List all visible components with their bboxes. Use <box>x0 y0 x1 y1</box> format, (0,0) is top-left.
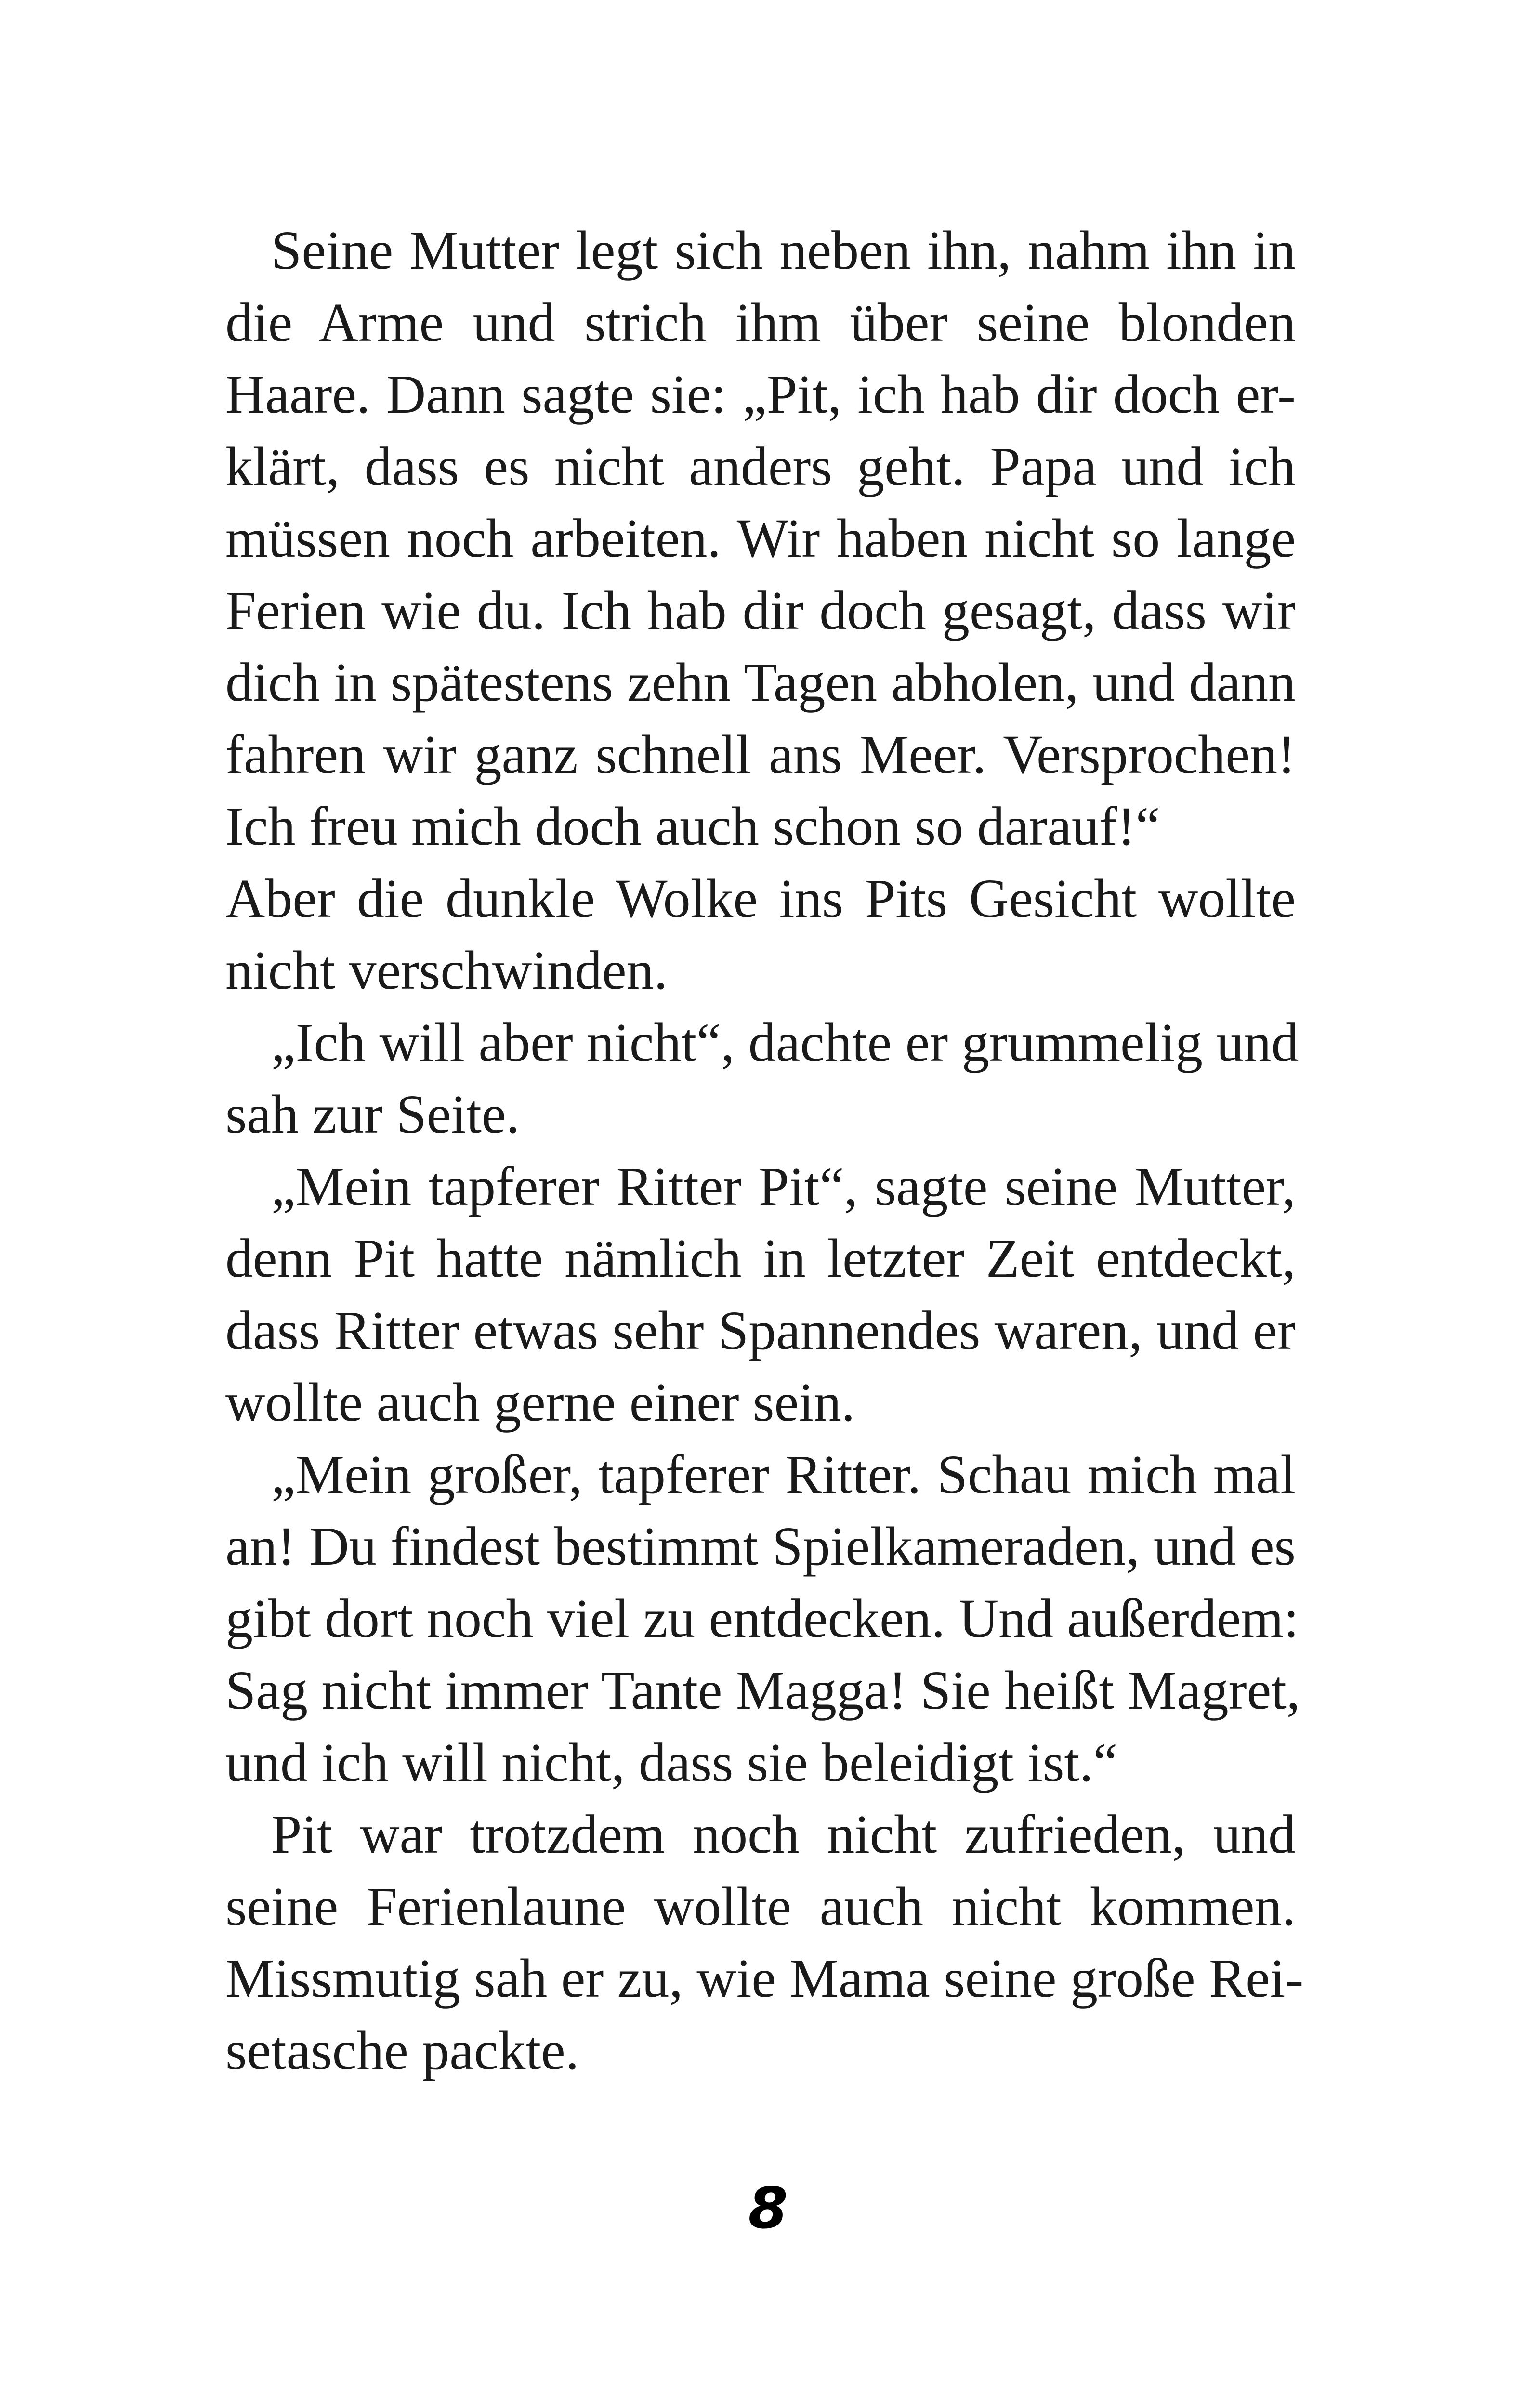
text-line: Missmutig sah er zu, wie Mama seine große Rei- <box>225 1948 1304 2009</box>
text-line: Haare. Dann sagte sie: „Pit, ich hab dir doch er- <box>225 364 1296 425</box>
text-line: müssen noch arbeiten. Wir haben nicht so lange <box>225 508 1296 569</box>
text-line: und ich will nicht, dass sie beleidigt ist.“ <box>225 1731 1118 1793</box>
text-line: Ich freu mich doch auch schon so darauf!“ <box>225 796 1160 857</box>
text-line: denn Pit hatte nämlich in letzter Zeit entdeckt, <box>225 1228 1296 1289</box>
text-line: „Mein großer, tapferer Ritter. Schau mich mal <box>271 1443 1296 1505</box>
text-line: Pit war trotzdem noch nicht zufrieden, und <box>271 1804 1296 1865</box>
text-line: Seine Mutter legt sich neben ihn, nahm ihn in <box>271 220 1296 281</box>
text-line: die Arme und strich ihm über seine blonden <box>225 291 1296 353</box>
text-line: an! Du findest bestimmt Spielkameraden, und es <box>225 1516 1296 1577</box>
text-line: setasche packte. <box>225 2019 579 2081</box>
text-line: fahren wir ganz schnell ans Meer. Versprochen! <box>225 723 1296 785</box>
body-text <box>225 214 1304 2086</box>
text-line: dass Ritter etwas sehr Spannendes waren, und er <box>225 1299 1296 1361</box>
text-line: „Mein tapferer Ritter Pit“, sagte seine Mutter, <box>271 1155 1296 1217</box>
text-line: Aber die dunkle Wolke ins Pits Gesicht wollte <box>225 867 1296 929</box>
text-line: „Ich will aber nicht“, dachte er grummelig und <box>271 1011 1299 1073</box>
text-line: nicht verschwinden. <box>225 940 668 1001</box>
text-line: dich in spätestens zehn Tagen abholen, und dann <box>225 652 1296 713</box>
page-number: 8 <box>748 2175 788 2241</box>
text-line: Ferien wie du. Ich hab dir doch gesagt, dass wir <box>225 579 1296 641</box>
text-line: Sag nicht immer Tante Magga! Sie heißt Magret, <box>225 1660 1300 1721</box>
text-line: seine Ferienlaune wollte auch nicht kommen. <box>225 1875 1296 1937</box>
text-line: gibt dort noch viel zu entdecken. Und außerdem: <box>225 1587 1299 1649</box>
text-line: wollte auch gerne einer sein. <box>225 1372 855 1433</box>
text-line: sah zur Seite. <box>225 1084 520 1145</box>
text-line: klärt, dass es nicht anders geht. Papa und ich <box>225 435 1296 497</box>
